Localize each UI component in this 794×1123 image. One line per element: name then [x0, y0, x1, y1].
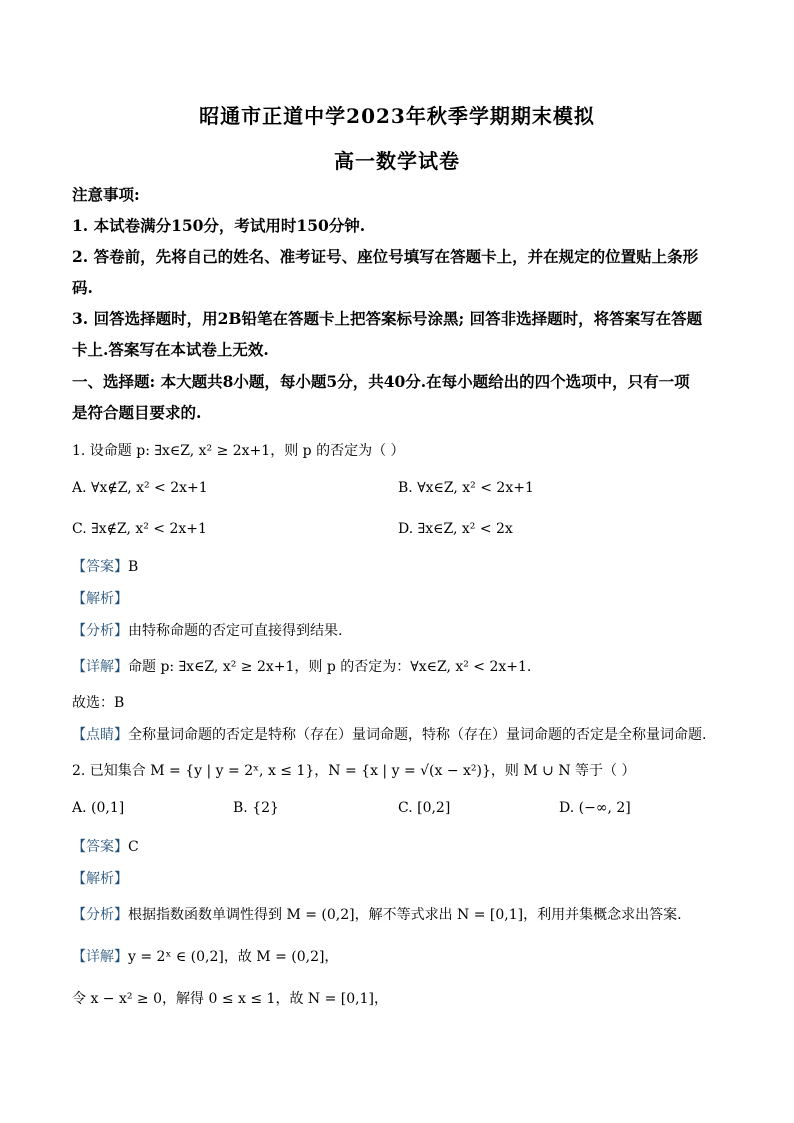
section-heading: 一、选择题: 本大题共8小题，每小题5分，共40分.在每小题给出的四个选项中，只有一项 [72, 372, 690, 391]
q1-dianjing-line [72, 724, 732, 744]
answer-tag: 【答案】 [72, 839, 128, 855]
dianjing-tag: 【点睛】 [72, 727, 128, 743]
q2-answer-line [72, 836, 732, 856]
q2-option-d: D. (−∞, 2] [559, 800, 631, 816]
exam-title: 昭通市正道中学2023年秋季学期期末模拟 [199, 104, 595, 128]
question-1-stem: 1. 设命题 p: ∃x∈Z, x² ≥ 2x+1，则 p 的否定为（ ） [72, 443, 405, 459]
q2-option-b: B. {2} [233, 800, 279, 816]
notice-item-1: 1. 本试卷满分150分，考试用时150分钟. [72, 216, 366, 235]
q2-fenxi-line [72, 904, 732, 924]
q1-detail: 命题 p: ∃x∈Z, x² ≥ 2x+1，则 p 的否定为：∀x∈Z, x² < 2x+1. [128, 659, 532, 675]
q2-analysis-tag [72, 868, 732, 888]
question-2-stem: 2. 已知集合 M = {y | y = 2ˣ, x ≤ 1}，N = {x | y = √(x − x²)}，则 M ∪ N 等于（ ） [72, 763, 636, 779]
q1-answer-line [72, 556, 732, 576]
fenxi-tag: 【分析】 [72, 623, 128, 639]
detail-tag: 【详解】 [72, 659, 128, 675]
q1-option-d: D. ∃x∈Z, x² < 2x [398, 521, 513, 537]
notice-heading: 注意事项: [72, 185, 140, 204]
q1-option-a: A. ∀x∉Z, x² < 2x+1 [72, 480, 208, 496]
q2-detail-2: 令 x − x² ≥ 0，解得 0 ≤ x ≤ 1，故 N = [0,1]， [72, 991, 388, 1007]
q1-answer: B [128, 559, 139, 575]
q2-detail-line [72, 946, 732, 966]
q1-option-c: C. ∃x∉Z, x² < 2x+1 [72, 521, 207, 537]
fenxi-tag: 【分析】 [72, 907, 128, 923]
notice-item-3: 3. 回答选择题时，用2B铅笔在答题卡上把答案标号涂黑; 回答非选择题时，将答案写在答题 [72, 309, 703, 328]
q1-fenxi-line [72, 620, 732, 640]
q2-detail: y = 2ˣ ∈ (0,2]，故 M = (0,2]， [128, 949, 339, 965]
q1-choice: 故选：B [72, 695, 125, 711]
q2-answer: C [128, 839, 139, 855]
q2-option-a: A. (0,1] [72, 800, 125, 816]
detail-tag: 【详解】 [72, 949, 128, 965]
q1-analysis-tag [72, 588, 732, 608]
answer-tag: 【答案】 [72, 559, 128, 575]
analysis-tag: 【解析】 [72, 591, 128, 607]
q2-fenxi: 根据指数函数单调性得到 M = (0,2]，解不等式求出 N = [0,1]，利用并集概念求出答案. [128, 907, 682, 923]
section-heading-cont: 是符合题目要求的. [72, 403, 202, 422]
q1-option-b: B. ∀x∈Z, x² < 2x+1 [398, 480, 534, 496]
notice-item-3-cont: 卡上.答案写在本试卷上无效. [72, 340, 269, 359]
exam-subtitle: 高一数学试卷 [334, 149, 460, 173]
q1-dianjing: 全称量词命题的否定是特称（存在）量词命题，特称（存在）量词命题的否定是全称量词命题. [128, 727, 707, 743]
analysis-tag: 【解析】 [72, 871, 128, 887]
notice-item-2: 2. 答卷前，先将自己的姓名、准考证号、座位号填写在答题卡上，并在规定的位置贴上条形 [72, 247, 699, 266]
q2-option-c: C. [0,2] [398, 800, 451, 816]
notice-item-2-cont: 码. [72, 278, 93, 297]
q1-detail-line [72, 656, 732, 676]
q1-fenxi: 由特称命题的否定可直接得到结果. [128, 623, 343, 639]
